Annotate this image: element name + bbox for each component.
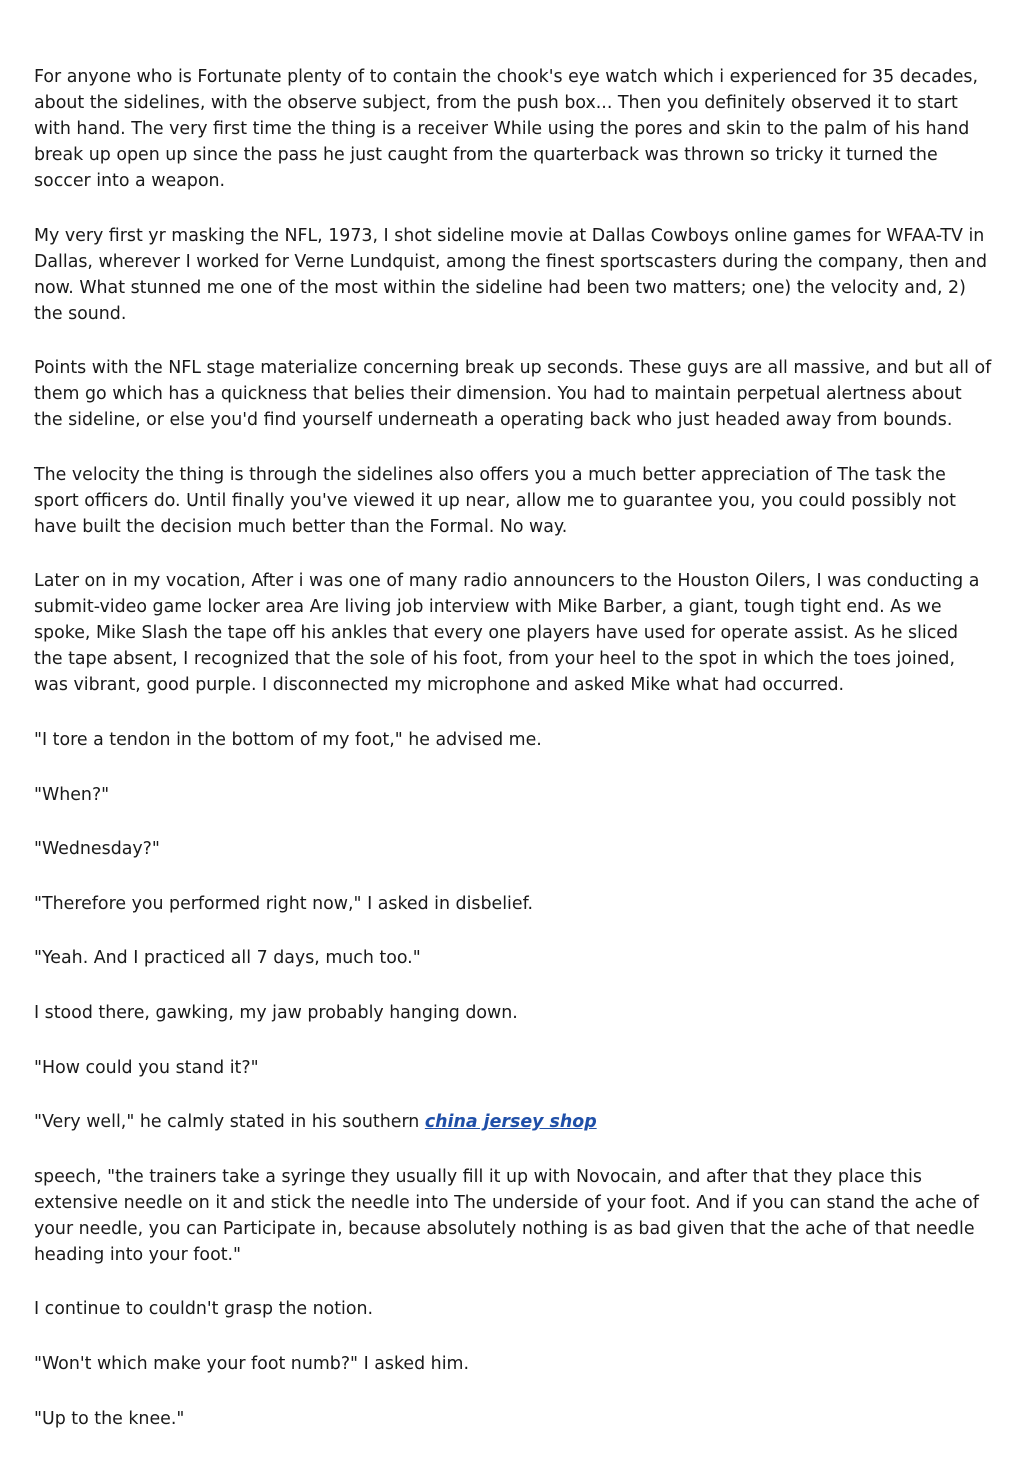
paragraph-15: I continue to couldn't grasp the notion. xyxy=(34,1299,374,1320)
paragraph-11: I stood there, gawking, my jaw probably hanging down. xyxy=(34,1002,518,1023)
paragraph-2: My very first yr masking the NFL, 1973, I shot sideline movie at Dallas Cowboys online games for WFAA-TV in Dallas, wherever I worked for Verne Lundquist, among the finest sportscasters during the company, then and now. What stunned me one of the most within the sideline had been two matters; one) the velocity and, 2) the sound. xyxy=(34,225,988,324)
paragraph-7: "When?" xyxy=(34,784,110,805)
paragraph-5: Later on in my vocation, After i was one of many radio announcers to the Houston Oilers, I was conducting a submit-video game locker area Are living job interview with Mike Barber, a giant, tough tight end. As we spoke, Mike Slash the tape off his ankles that every one players have used for operate assist. As he sliced the tape absent, I recognized that the sole of his foot, from your heel to the spot in which the toes joined, was vibrant, good purple. I disconnected my microphone and asked Mike what had occurred. xyxy=(34,571,980,696)
paragraph-6: "I tore a tendon in the bottom of my foot," he advised me. xyxy=(34,729,542,750)
paragraph-3: Points with the NFL stage materialize concerning break up seconds. These guys are all massive, and but all of them go which has a quickness that belies their dimension. You had to maintain perpetual alertness about the sideline, or else you'd find yourself underneath a operating back who just headed away from bounds. xyxy=(34,358,992,431)
paragraph-10: "Yeah. And I practiced all 7 days, much too." xyxy=(34,948,421,969)
paragraph-12: "How could you stand it?" xyxy=(34,1057,259,1078)
paragraph-17: "Up to the knee." xyxy=(34,1408,185,1429)
paragraph-9: "Therefore you performed right now," I asked in disbelief. xyxy=(34,893,533,914)
article-body xyxy=(34,64,992,1460)
paragraph-13-text: "Very well," he calmly stated in his southern xyxy=(34,1112,425,1133)
china-jersey-shop-link[interactable]: china jersey shop xyxy=(424,1112,597,1133)
paragraph-16: "Won't which make your foot numb?" I asked him. xyxy=(34,1353,470,1374)
paragraph-1: For anyone who is Fortunate plenty of to contain the chook's eye watch which i experienced for 35 decades, about the sidelines, with the observe subject, from the push box... Then you definitely observed it to start with hand. The very first time the thing is a receiver While using the pores and skin to the palm of his hand break up open up since the pass he just caught from the quarterback was thrown so tricky it turned the soccer into a weapon. xyxy=(34,67,979,191)
paragraph-14: speech, "the trainers take a syringe they usually fill it up with Novocain, and after that they place this extensive needle on it and stick the needle into The underside of your foot. And if you can stand the ache of your needle, you can Participate in, because absolutely nothing is as bad given that the ache of that needle heading into your foot." xyxy=(34,1166,979,1265)
paragraph-8: "Wednesday?" xyxy=(34,839,160,860)
paragraph-13 xyxy=(34,1109,992,1135)
paragraph-4: The velocity the thing is through the sidelines also offers you a much better appreciation of The task the sport officers do. Until finally you've viewed it up near, allow me to guarantee you, you could possibly not have built the decision much better than the Formal. No way. xyxy=(34,464,956,537)
